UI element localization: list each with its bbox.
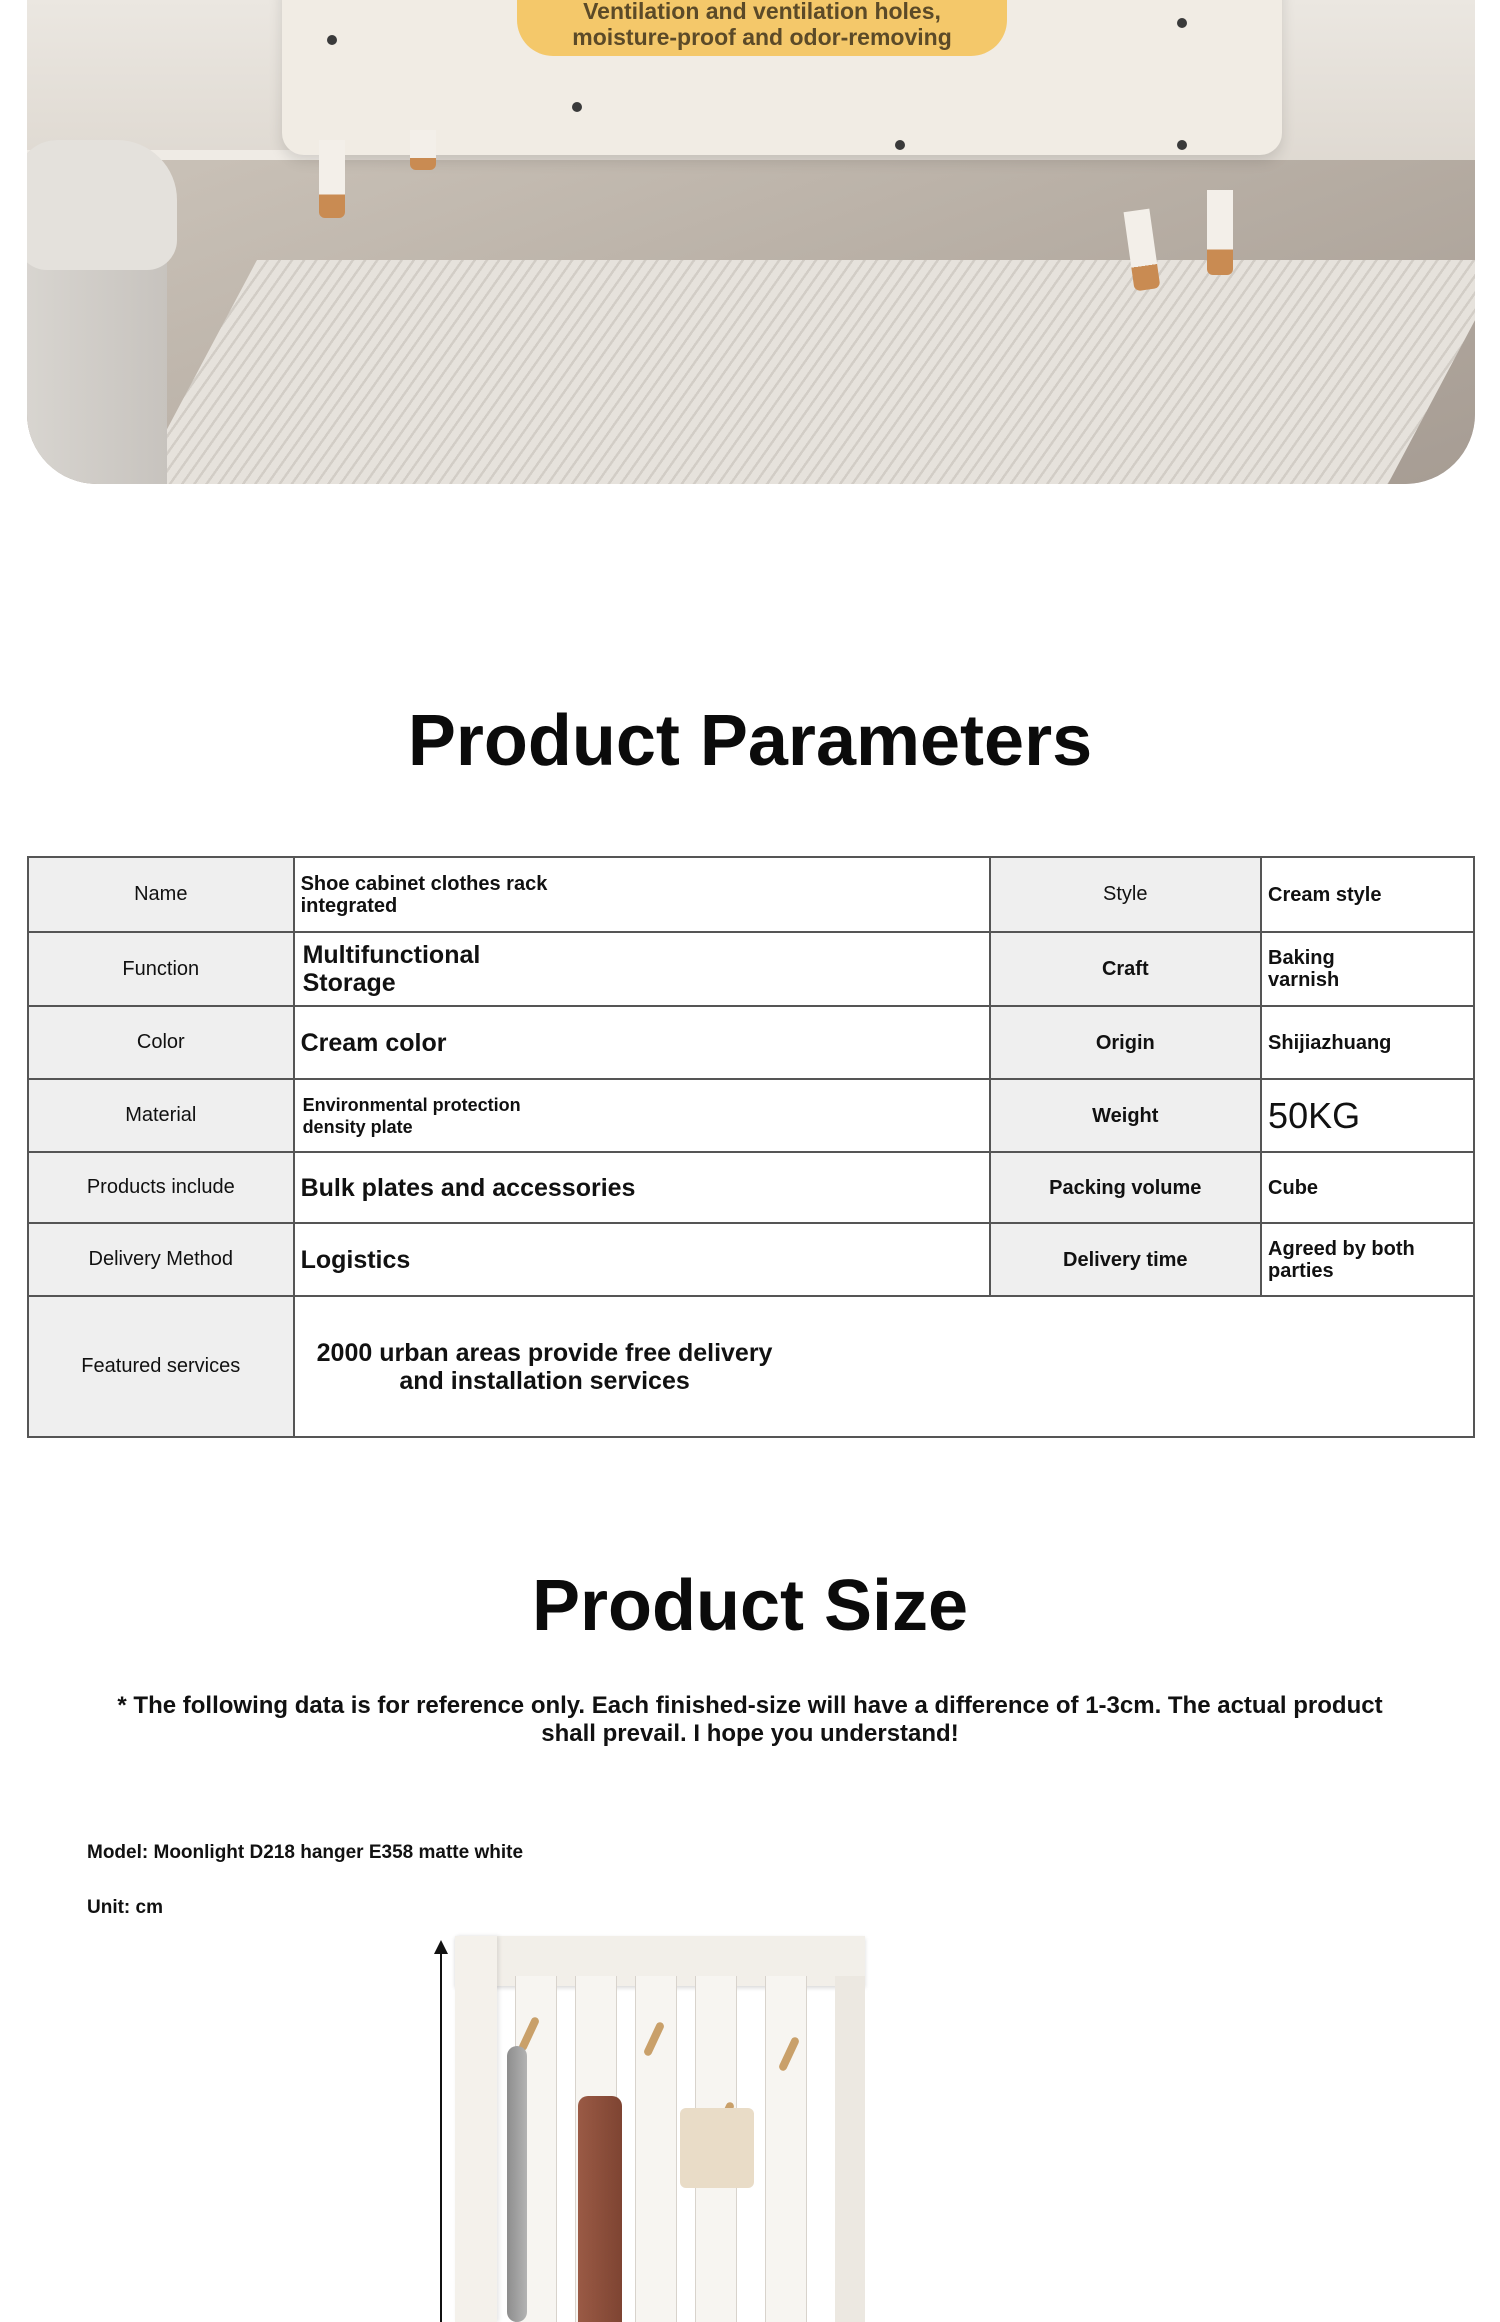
table-row: [28, 1079, 1474, 1152]
param-value: Bulk plates and accessories: [294, 1152, 990, 1223]
param-value: Multifunctional Storage: [294, 932, 990, 1006]
hero-photo: [27, 0, 1475, 484]
param-value: Cream style: [1261, 857, 1474, 932]
size-title: Product Size: [531, 1566, 969, 1646]
height-dimension-line: [440, 1948, 442, 2322]
rack-slat: [765, 1976, 807, 2322]
table-row: [28, 932, 1474, 1006]
size-note: * The following data is for reference only. Each finished-size will have a difference of 1-3cm. The actual product shall prevail. I hope you understand!: [117, 1692, 1383, 1747]
cabinet-leg: [1207, 190, 1233, 275]
vent-hole: [1177, 140, 1187, 150]
param-value: 50KG: [1261, 1079, 1474, 1152]
unit-text: Unit: cm: [87, 1897, 163, 1918]
param-value: Agreed by both parties: [1261, 1223, 1474, 1296]
table-row: [28, 1223, 1474, 1296]
param-label: Weight: [990, 1079, 1262, 1152]
param-label: Style: [990, 857, 1262, 932]
table-row: [28, 1152, 1474, 1223]
table-row: [28, 857, 1474, 932]
param-label: Craft: [990, 932, 1262, 1006]
vent-hole: [1177, 18, 1187, 28]
param-value: Environmental protection density plate: [294, 1079, 990, 1152]
photo-sofa-arm: [27, 140, 177, 270]
model-text: Model: Moonlight D218 hanger E358 matte white: [87, 1842, 524, 1863]
badge-line-2: moisture-proof and odor-removing: [572, 24, 952, 50]
scarf-image: [578, 2096, 622, 2322]
rack-frame-left: [455, 1936, 497, 2322]
param-value: 2000 urban areas provide free delivery and installation services: [294, 1296, 1474, 1437]
badge-line-1: Ventilation and ventilation holes,: [583, 0, 941, 24]
param-value: Shijiazhuang: [1261, 1006, 1474, 1079]
param-label: Delivery Method: [28, 1223, 294, 1296]
param-label: Material: [28, 1079, 294, 1152]
tote-bag-image: [680, 2108, 754, 2188]
parameters-title: Product Parameters: [407, 701, 1093, 781]
param-label: Origin: [990, 1006, 1262, 1079]
param-value: Cube: [1261, 1152, 1474, 1223]
cabinet-leg: [319, 140, 345, 218]
rack-frame-right: [835, 1976, 865, 2322]
param-label: Function: [28, 932, 294, 1006]
param-value: Logistics: [294, 1223, 990, 1296]
param-label: Color: [28, 1006, 294, 1079]
vent-hole: [895, 140, 905, 150]
param-label: Name: [28, 857, 294, 932]
param-value: Shoe cabinet clothes rack integrated: [294, 857, 990, 932]
hanger-product-image: [445, 1936, 865, 2322]
umbrella-image: [507, 2046, 527, 2322]
param-value: Baking varnish: [1261, 932, 1474, 1006]
cabinet-leg: [410, 130, 436, 170]
photo-rug: [119, 260, 1475, 484]
param-label: Featured services: [28, 1296, 294, 1437]
table-row: [28, 1296, 1474, 1437]
param-label: Products include: [28, 1152, 294, 1223]
param-label: Delivery time: [990, 1223, 1262, 1296]
param-value: Cream color: [294, 1006, 990, 1079]
param-label: Packing volume: [990, 1152, 1262, 1223]
vent-hole: [327, 35, 337, 45]
vent-hole: [572, 102, 582, 112]
table-row: [28, 1006, 1474, 1079]
feature-badge: [517, 0, 1007, 56]
parameters-table: [27, 856, 1475, 1438]
